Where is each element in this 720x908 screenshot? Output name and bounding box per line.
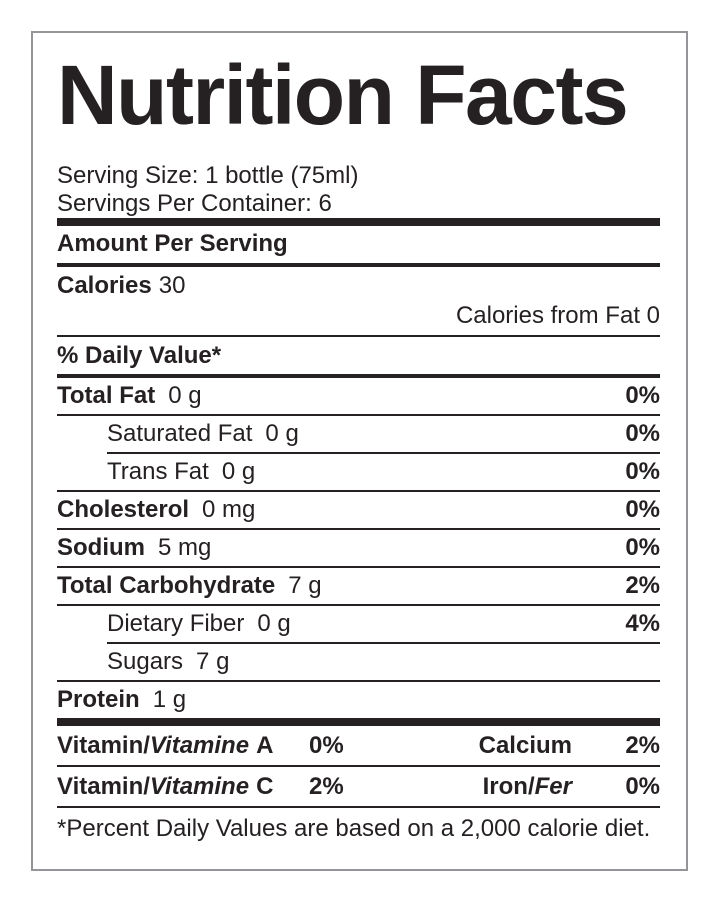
calories-value: 30 xyxy=(158,272,186,299)
calories-from-fat: Calories from Fat 0 xyxy=(455,302,660,329)
vitamin-a-label xyxy=(57,731,309,761)
nutrient-label: Saturated Fat xyxy=(107,420,253,447)
vitamin-label-fr: Vitamine xyxy=(149,773,250,800)
nutrient-amount: 0 g xyxy=(265,420,299,447)
nutrient-amount: 5 mg xyxy=(158,534,212,561)
nutrient-amount: 0 g xyxy=(257,610,291,637)
daily-value-footnote: *Percent Daily Values are based on a 2,000 calorie diet. xyxy=(57,815,651,842)
nutrient-row-dietary-fiber xyxy=(57,606,660,642)
vitamin-a-value: 0% xyxy=(309,732,344,759)
nutrient-row-sugars xyxy=(57,644,660,680)
nutrient-daily-value: 0% xyxy=(625,382,660,409)
nutrient-label: Total Carbohydrate xyxy=(57,572,276,599)
vitamin-label-en: Vitamin/ xyxy=(57,773,150,800)
nutrient-daily-value: 2% xyxy=(625,572,660,599)
nutrient-amount: 7 g xyxy=(288,572,322,599)
nutrient-label: Dietary Fiber xyxy=(107,610,245,637)
micronutrient-row-vitamin-a-calcium xyxy=(57,726,660,765)
nutrient-label: Sodium xyxy=(57,534,145,561)
nutrient-label: Protein xyxy=(57,686,140,713)
amount-per-serving-header: Amount Per Serving xyxy=(57,230,288,257)
nutrition-facts-label xyxy=(31,31,688,871)
nutrient-daily-value: 0% xyxy=(625,458,660,485)
nutrient-row-total-fat xyxy=(57,378,660,414)
nutrient-label: Cholesterol xyxy=(57,496,190,523)
nutrient-row-saturated-fat xyxy=(57,416,660,452)
nutrient-row-cholesterol xyxy=(57,492,660,528)
iron-label xyxy=(483,772,572,802)
nutrient-amount: 7 g xyxy=(196,648,230,675)
nutrient-row-sodium xyxy=(57,530,660,566)
nutrient-daily-value: 0% xyxy=(625,496,660,523)
nutrient-label: Total Fat xyxy=(57,382,156,409)
vitamin-c-value: 2% xyxy=(309,773,344,800)
nutrient-row-total-carbohydrate xyxy=(57,568,660,604)
label-title: Nutrition Facts xyxy=(57,48,628,142)
vitamin-label-en: Vitamin/ xyxy=(57,732,150,759)
daily-value-header: % Daily Value* xyxy=(57,342,222,369)
mineral-label-fr: Fer xyxy=(534,773,572,800)
serving-size: Serving Size: 1 bottle (75ml) xyxy=(57,162,359,189)
nutrient-amount: 0 g xyxy=(221,458,256,485)
vitamin-letter: A xyxy=(256,732,274,759)
mineral-label-en: Calcium xyxy=(478,732,572,759)
nutrient-row-trans-fat xyxy=(57,454,660,490)
vitamin-letter: C xyxy=(256,773,274,800)
serving-info xyxy=(57,162,660,218)
calcium-value: 2% xyxy=(625,732,660,759)
nutrient-daily-value: 0% xyxy=(625,420,660,447)
nutrient-amount: 1 g xyxy=(152,686,187,713)
nutrient-amount: 0 mg xyxy=(202,496,256,523)
vitamin-c-label xyxy=(57,772,309,802)
nutrient-label: Sugars xyxy=(107,648,184,675)
calcium-label xyxy=(479,731,572,761)
iron-value: 0% xyxy=(625,773,660,800)
nutrient-daily-value: 4% xyxy=(625,610,660,637)
mineral-label-en: Iron/ xyxy=(482,773,535,800)
nutrient-label: Trans Fat xyxy=(107,458,209,485)
calories-row xyxy=(57,267,660,301)
nutrient-amount: 0 g xyxy=(168,382,202,409)
nutrient-daily-value: 0% xyxy=(625,534,660,561)
section-bar-micronutrients xyxy=(57,718,660,726)
servings-per-container: Servings Per Container: 6 xyxy=(57,190,332,217)
calories-label: Calories xyxy=(57,272,152,299)
section-bar-top xyxy=(57,218,660,226)
micronutrient-row-vitamin-c-iron xyxy=(57,767,660,806)
vitamin-label-fr: Vitamine xyxy=(149,732,250,759)
nutrient-row-protein xyxy=(57,682,660,718)
